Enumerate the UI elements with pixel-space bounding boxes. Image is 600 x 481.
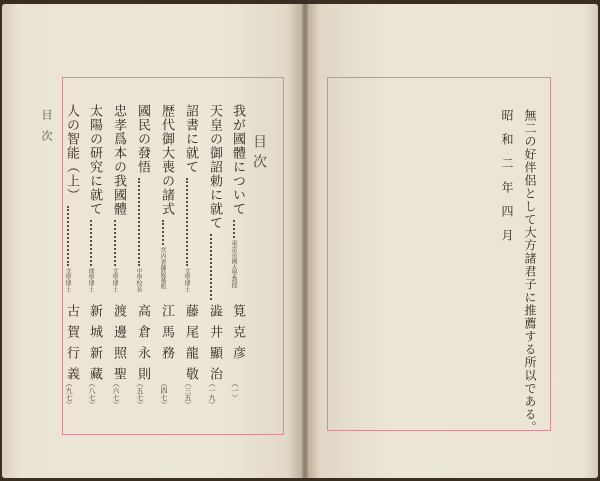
toc-leader-dots [162, 220, 164, 245]
toc-page-number: （一九） [208, 380, 216, 408]
toc-entry [200, 104, 224, 414]
toc-author-name: 澁井顯治 [207, 304, 222, 388]
toc-page-number: （六七） [112, 380, 120, 408]
toc-author-affiliation: 文學博士 [111, 268, 118, 292]
toc-heading: 目次 [251, 134, 267, 174]
toc-leader-dots [186, 178, 188, 266]
toc-author-name: 江馬務 [159, 304, 174, 367]
toc-page-number: （九七） [65, 380, 73, 408]
toc-author-name: 筧克彦 [230, 304, 245, 367]
toc-author-name: 古賀行義 [64, 304, 79, 388]
toc-entry-title: 忠孝爲本の我國體 [111, 104, 126, 216]
toc-leader-dots [114, 220, 116, 266]
toc-leader-dots [210, 234, 212, 300]
toc-author-affiliation: 東京帝國大學教授 [230, 240, 237, 288]
right-page-border [327, 77, 551, 431]
running-title: 目次 [40, 109, 53, 151]
toc-leader-dots [67, 206, 69, 266]
toc-entry [104, 104, 128, 414]
toc-page-number: （四七） [160, 380, 168, 408]
toc-page-number: （八七） [88, 380, 96, 408]
toc-entry-title: 歴代御大喪の諸式 [159, 104, 174, 216]
toc-author-name: 高倉永則 [135, 304, 150, 388]
toc-entry-title: 我が國體について [230, 104, 245, 216]
toc-author-affiliation: 文學博士 [64, 268, 71, 292]
toc-author-affiliation: 理學博士 [87, 268, 94, 292]
toc-author-name: 新城新藏 [87, 304, 102, 388]
publication-date: 昭和二年四月 [500, 109, 514, 253]
toc-author-name: 渡邊照聖 [111, 304, 126, 388]
toc-entry-title: 詔書に就て [183, 104, 198, 174]
toc-entry-title: 人の智能（上） [64, 104, 79, 202]
toc-author-affiliation: 中學校長 [135, 268, 142, 292]
toc-author-name: 藤尾龍敬 [183, 304, 198, 388]
toc-page-number: （三五） [184, 380, 192, 408]
toc-entry [128, 104, 152, 414]
dedication-text: 無二の好伴侶として大方諸君子に推薦する所以である。 [523, 109, 537, 434]
toc-leader-dots [138, 178, 140, 266]
toc-entry-title: 天皇の御詔勅に就て [207, 104, 222, 230]
toc-entry [80, 104, 104, 414]
toc-leader-dots [233, 220, 235, 238]
toc-entry [152, 104, 176, 414]
toc-author-affiliation: 宮内省御陵墓監 [159, 247, 166, 289]
toc-entry [176, 104, 200, 414]
open-book [2, 4, 598, 478]
toc-page-number: （一） [231, 380, 239, 401]
toc-entry-title: 國民の發悟 [135, 104, 150, 174]
toc-entry [223, 104, 247, 414]
toc-page-number: （五七） [136, 380, 144, 408]
toc-entry-title: 太陽の研究に就て [87, 104, 102, 216]
book-gutter [302, 4, 308, 478]
toc-leader-dots [90, 220, 92, 266]
toc-entry [57, 104, 81, 414]
toc-author-affiliation: 文學博士 [183, 268, 190, 292]
